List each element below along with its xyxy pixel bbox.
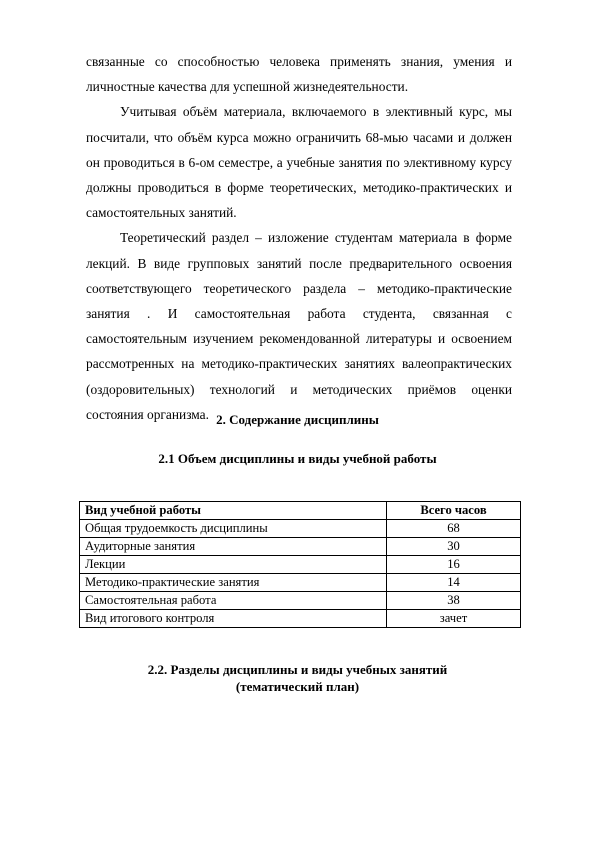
table-row [80, 592, 521, 610]
table-header-cell: Вид учебной работы [80, 502, 387, 520]
table-cell-type: Вид итогового контроля [80, 610, 387, 628]
table-cell-type: Методико-практические занятия [80, 574, 387, 592]
section-2-2-title [60, 661, 535, 695]
paragraph-theory-section: Теоретический раздел – изложение студентам материала в форме лекций. В виде групповых занятий после предварительного освоения соответствующего теоретического раздела – методико-практические занятия . И самостоятельная работа студента, связанная с самостоятельным изучением рекомендованной литературы и освоением рассмотренных на методико-практических занятиях валеопрактических (оздоровительных) технологий и методических приёмов оценки состояния организма. [86, 230, 512, 422]
table-cell-hours: 38 [387, 592, 521, 610]
table-row [80, 520, 521, 538]
table-cell-type: Лекции [80, 556, 387, 574]
table-cell-hours: 16 [387, 556, 521, 574]
table-header-row [80, 502, 521, 520]
section-2-2-title-line2: (тематический план) [235, 679, 360, 694]
section-2-2-title-line1: 2.2. Разделы дисциплины и виды учебных занятий [147, 662, 448, 677]
table-row [80, 538, 521, 556]
table-cell-type: Аудиторные занятия [80, 538, 387, 556]
section-2-title: 2. Содержание дисциплины [216, 412, 379, 427]
table-row [80, 556, 521, 574]
table-row [80, 610, 521, 628]
table-cell-hours: 68 [387, 520, 521, 538]
table-header-cell: Всего часов [387, 502, 521, 520]
table-cell-type: Самостоятельная работа [80, 592, 387, 610]
work-volume-table [79, 501, 521, 628]
paragraph-course-volume: Учитывая объём материала, включаемого в элективный курс, мы посчитали, что объём курса можно ограничить 68-мью часами и должен он проводиться в 6-ом семестре, а учебные занятия по элективному курсу должны проводиться в форме теоретических, методико-практических и самостоятельных занятий. [86, 104, 512, 221]
table-cell-hours: 14 [387, 574, 521, 592]
table-cell-hours: зачет [387, 610, 521, 628]
table-cell-type: Общая трудоемкость дисциплины [80, 520, 387, 538]
body-text [86, 49, 512, 427]
paragraph-continuation: связанные со способностью человека применять знания, умения и личностные качества для успешной жизнедеятельности. [86, 54, 512, 95]
table-cell-hours: 30 [387, 538, 521, 556]
section-2-1-title: 2.1 Объем дисциплины и виды учебной работы [158, 451, 437, 466]
table-row [80, 574, 521, 592]
